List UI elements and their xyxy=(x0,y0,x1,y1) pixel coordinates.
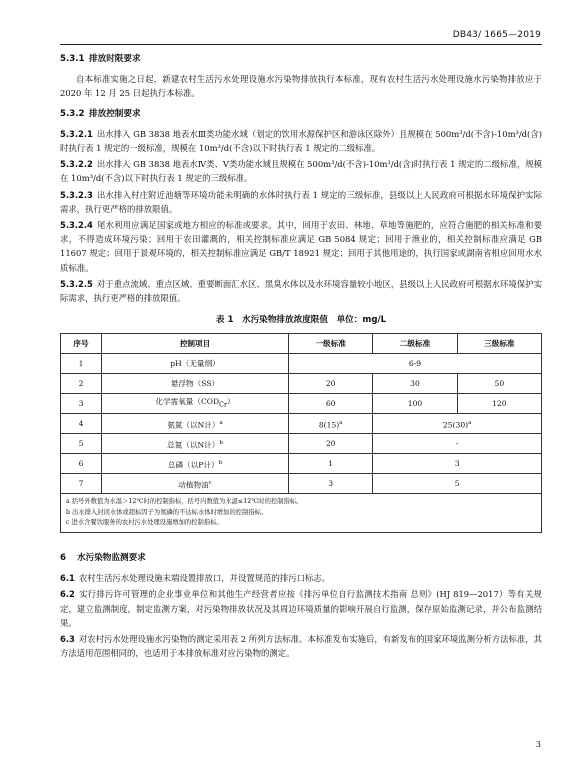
level23-value: - xyxy=(455,438,459,448)
cell-level1 xyxy=(289,434,373,454)
table-note: c 进水含餐饮服务的农村污水处理设施增加的控制指标。 xyxy=(66,519,223,527)
document-content xyxy=(60,52,542,662)
cell-level2-3 xyxy=(373,414,542,434)
clause-number: 5.3.2.5 xyxy=(60,278,93,289)
cell-seq: 1 xyxy=(61,354,102,374)
section-6-clause xyxy=(60,571,542,585)
emission-limits-table xyxy=(60,333,542,494)
cell-level1: 20 xyxy=(289,374,373,394)
item-footnote-mark: b xyxy=(218,459,223,466)
document-code: DB43/ 1665—2019 xyxy=(452,30,541,40)
section-5-3-2-heading xyxy=(60,107,542,121)
table-row xyxy=(61,454,542,474)
clause-text: 尾水利用应满足国家或地方相应的标准或要求。其中，回用于农田、林地、草地等施肥的，应符合施肥的相关标准和要求，不得造成环境污染；回用于农田灌溉的，相关控制标准应满足 GB 5084 规定；回用于渔业的，相关控制标准应满足 GB 11607 规定；回用于景观环境的，相关控制标准应满足 GB/T 18921 规定；回用于其他用途的，执行国家或湖南省相应回用水水质标准。 xyxy=(60,220,542,273)
clause-text: 出水排入 GB 3838 地表水Ⅳ类、Ⅴ类功能水域且规模在 500m³/d(不含)-10m³/d(含)时执行表 1 规定的二级标准，规模在 10m³/d(不含)以下时执行表 1 规定的三级标准。 xyxy=(60,159,542,184)
section-5-3-1-heading xyxy=(60,52,542,66)
cell-item xyxy=(102,394,289,414)
clause-text: 实行排污许可管理的企业事业单位和其他生产经营者应按《排污单位自行监测技术指南 总则》(HJ 819—2017）等有关规定，建立监测制度，制定监测方案，对污染物排放状况及其周边环境质量的影响开展自行监测，保存原始监测记录，并公布监测结果。 xyxy=(60,589,542,628)
level1-value: 8(15) xyxy=(318,420,340,430)
table-row xyxy=(61,474,542,494)
level23-value: 25(30) xyxy=(442,420,469,430)
cell-level1 xyxy=(289,474,373,494)
section-5-3-1-body: 自本标准实施之日起，新建农村生活污水处理设施水污染物排放执行本标准，现有农村生活污水处理设施水污染物排放应于 2020 年 12 月 25 日起执行本标准。 xyxy=(60,74,542,99)
section-6-clause xyxy=(60,632,542,660)
cell-level3: 50 xyxy=(457,374,541,394)
cell-seq: 4 xyxy=(61,414,102,434)
clause-text: 对于重点流域、重点区域、重要断面汇水区、黑臭水体以及水环境容量较小地区，县级以上人民政府可根据水环境保护实际需求，执行更严格的排放限值。 xyxy=(60,278,542,304)
clause-text: 出水排入村庄附近池塘等环境功能未明确的水体时执行表 1 规定的三级标准，县级以上人民政府可根据水环境保护实际需求，执行更严格的排放限值。 xyxy=(60,189,542,214)
header-level2: 二级标准 xyxy=(373,334,457,354)
page-number: 3 xyxy=(535,740,541,749)
section-5-3-2-clause xyxy=(60,218,542,275)
level1-footnote-mark: a xyxy=(339,419,343,426)
header-level3: 三级标准 xyxy=(457,334,541,354)
section-title: 排放时限要求 xyxy=(89,54,141,64)
cell-seq: 2 xyxy=(61,374,102,394)
cell-level1: 60 xyxy=(289,394,373,414)
clause-number: 6.3 xyxy=(60,633,75,644)
section-6-heading xyxy=(60,551,542,565)
table-row xyxy=(61,394,542,414)
clause-text: 农村生活污水处理设施末端设置排放口，并设置规范的排污口标志。 xyxy=(78,573,331,584)
section-5-3-2-clause xyxy=(60,157,542,185)
clause-text: 出水排入 GB 3838 地表水Ⅲ类功能水域（划定的饮用水源保护区和游泳区除外）且规模在 500m³/d(不含)-10m³/d(含)时执行表 1 规定的一级标准，规模在 10m³/d(不含)以下时执行表 1 规定的二级标准。 xyxy=(60,128,542,154)
cell-seq: 7 xyxy=(61,474,102,494)
cell-level2: 30 xyxy=(373,374,457,394)
clause-number: 5.3.2.3 xyxy=(60,189,93,200)
cell-seq: 6 xyxy=(61,454,102,474)
table-header-row xyxy=(61,334,542,354)
cell-level1 xyxy=(289,414,373,434)
item-text: 化学需氧量（COD xyxy=(155,397,220,407)
level23-value: 3 xyxy=(454,458,460,468)
item-footnote-mark: a xyxy=(219,419,223,426)
level1-value: 1 xyxy=(328,458,334,468)
header-seq: 序号 xyxy=(61,334,102,354)
level23-value: 5 xyxy=(454,478,460,488)
section-title: 排放控制要求 xyxy=(89,108,141,119)
item-subscript: Cr xyxy=(219,401,227,409)
cell-level1 xyxy=(289,454,373,474)
cell-level3: 120 xyxy=(457,394,541,414)
item-text: 总磷（以P计） xyxy=(167,460,219,470)
section-title: 水污染物监测要求 xyxy=(77,552,146,563)
cell-level2-3 xyxy=(373,454,542,474)
cell-item xyxy=(102,414,289,434)
section-number: 5.3.2 xyxy=(60,108,85,119)
level23-footnote-mark: a xyxy=(468,419,472,426)
table-notes xyxy=(60,494,542,533)
cell-item xyxy=(102,454,289,474)
clause-number: 6.2 xyxy=(60,589,75,600)
table-row xyxy=(61,374,542,394)
item-text: 动植物油 xyxy=(178,480,209,490)
item-footnote-mark: b xyxy=(219,439,223,446)
section-number: 5.3.1 xyxy=(60,54,85,64)
header-level1: 一级标准 xyxy=(289,334,373,354)
cell-item xyxy=(102,474,289,494)
level1-value: 3 xyxy=(328,478,334,488)
table-row xyxy=(61,414,542,434)
header-item: 控制项目 xyxy=(102,334,289,354)
clause-number: 5.3.2.1 xyxy=(60,128,93,139)
item-footnote-mark: c xyxy=(208,479,212,486)
cell-item xyxy=(102,434,289,454)
item-tail: ） xyxy=(226,397,235,407)
cell-item xyxy=(102,374,289,394)
section-6-clause xyxy=(60,587,542,630)
clause-number: 5.3.2.4 xyxy=(60,220,93,231)
clause-number: 6.1 xyxy=(60,573,75,584)
table-1-title: 表 1 水污染物排放浓度限值 单位：mg/L xyxy=(215,315,387,326)
table-body xyxy=(61,354,542,494)
item-text: 氨氮（以N计） xyxy=(167,420,220,430)
section-number: 6 xyxy=(60,552,66,563)
clause-text: 对农村污水处理设施水污染物的测定采用表 2 所列方法标准。本标准发布实施后，有新发布的国家环境监测分析方法标准，其方法适用范围相同的，也适用于本排放标准对应污染物的测定。 xyxy=(60,633,542,659)
header-rule xyxy=(60,44,542,45)
section-5-3-2-clause xyxy=(60,127,542,155)
section-5-3-2-clauses xyxy=(60,127,542,305)
cell-seq: 5 xyxy=(61,434,102,454)
item-text: pH（无量纲） xyxy=(170,358,220,368)
section-5-3-2-clause xyxy=(60,188,542,216)
section-6-clauses xyxy=(60,571,542,660)
cell-level2-3 xyxy=(373,474,542,494)
item-text: 悬浮物（SS） xyxy=(170,378,220,388)
cell-level2-3 xyxy=(373,434,542,454)
clause-number: 5.3.2.2 xyxy=(60,159,93,170)
cell-level2: 100 xyxy=(373,394,457,414)
cell-item xyxy=(102,354,289,374)
section-5-3-2-clause xyxy=(60,277,542,305)
item-text: 总氮（以N计） xyxy=(167,440,220,450)
level1-value: 20 xyxy=(325,438,336,448)
table-row xyxy=(61,434,542,454)
table-row xyxy=(61,354,542,374)
table-note: a 括号外数值为水温＞12℃时的控制指标，括号内数值为水温≤12℃时的控制指标。 xyxy=(66,498,303,506)
table-note: b 出水排入封闭水体或超标因子为氮磷的不达标水体时增加的控制指标。 xyxy=(66,508,268,516)
cell-seq: 3 xyxy=(61,394,102,414)
cell-all-levels: 6-9 xyxy=(289,354,542,374)
